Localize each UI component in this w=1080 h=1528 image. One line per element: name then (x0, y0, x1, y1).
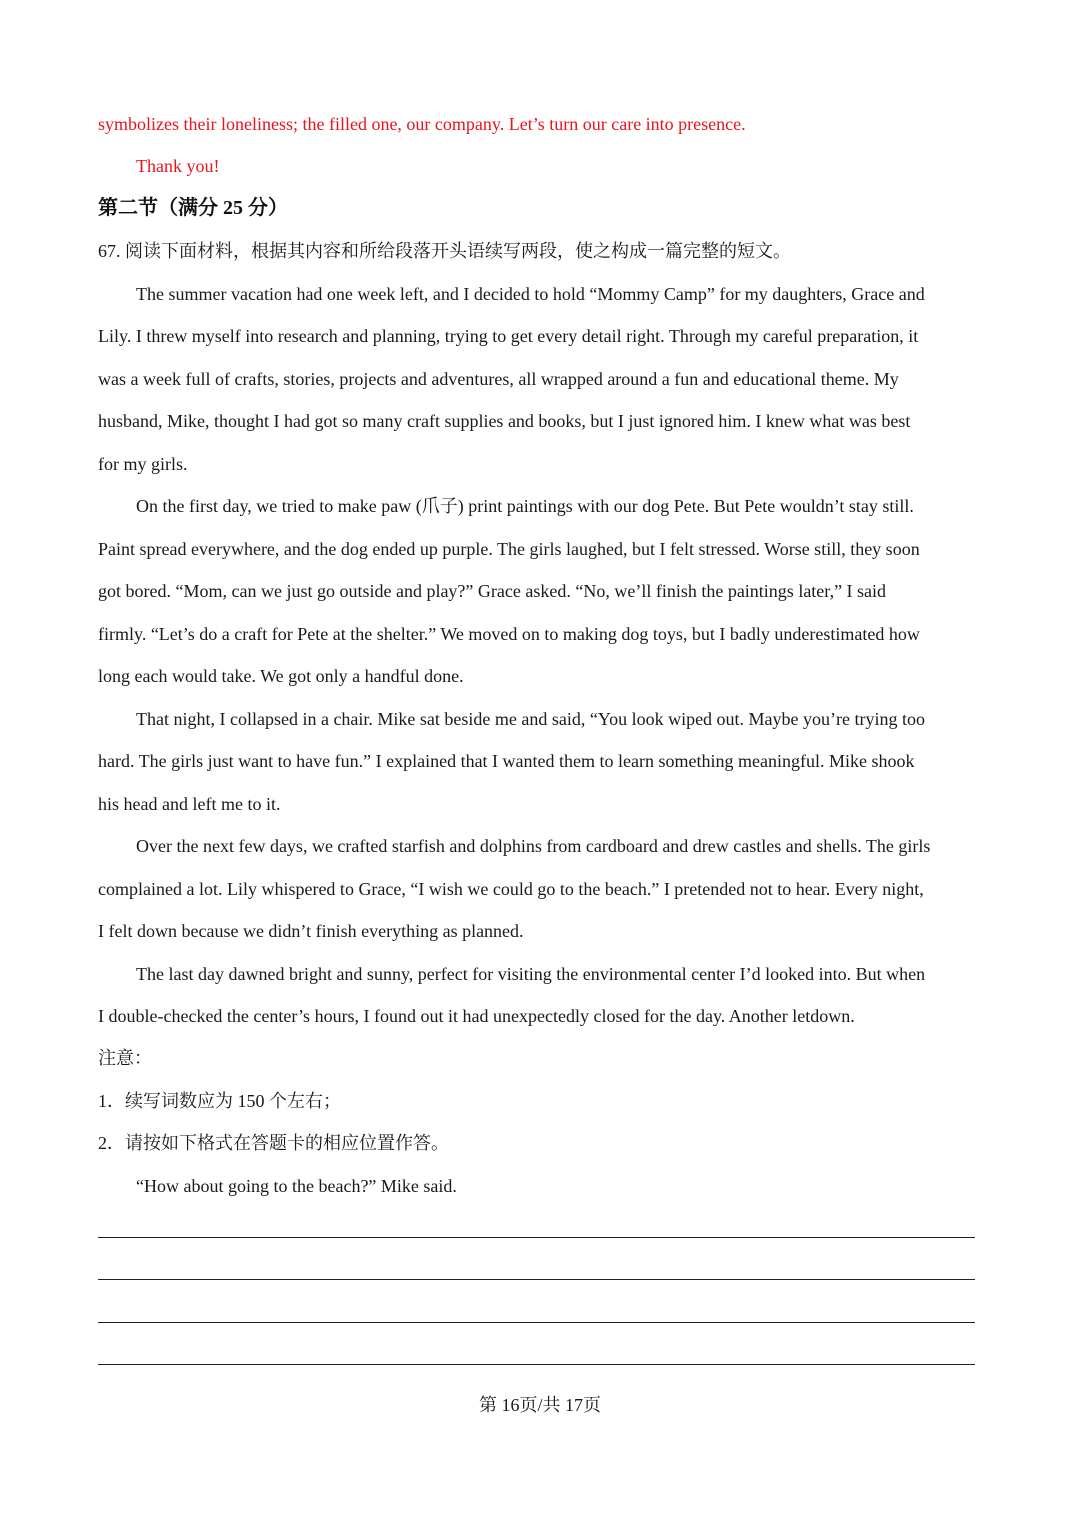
answer-sample-thanks: Thank you! (136, 156, 220, 176)
passage-line: That night, I collapsed in a chair. Mike sat beside me and said, “You look wiped out. Maybe you’re trying too (136, 709, 926, 729)
answer-line[interactable] (98, 1364, 975, 1365)
passage-line: was a week full of crafts, stories, projects and adventures, all wrapped around a fun and educational theme. My (98, 369, 899, 389)
passage-line: Over the next few days, we crafted starfish and dolphins from cardboard and drew castles and shells. The girls (136, 836, 931, 856)
passage-line: husband, Mike, thought I had got so many craft supplies and books, but I just ignored him. I knew what was best (98, 411, 911, 431)
answer-line[interactable] (98, 1322, 975, 1323)
passage-line: I double-checked the center’s hours, I found out it had unexpectedly closed for the day. Another letdown. (98, 1006, 855, 1026)
notes-title: 注意： (98, 1048, 152, 1068)
passage-line: long each would take. We got only a handful done. (98, 666, 464, 686)
continuation-opening: “How about going to the beach?” Mike said. (136, 1176, 457, 1196)
passage-line: The last day dawned bright and sunny, perfect for visiting the environmental center I’d looked into. But when (136, 964, 926, 984)
passage-line: for my girls. (98, 454, 188, 474)
answer-line[interactable] (98, 1237, 975, 1238)
passage-line: I felt down because we didn’t finish everything as planned. (98, 921, 524, 941)
passage-line: firmly. “Let’s do a craft for Pete at the shelter.” We moved on to making dog toys, but I badly underestimated how (98, 624, 920, 644)
question-prompt: 67. 阅读下面材料，根据其内容和所给段落开头语续写两段，使之构成一篇完整的短文。 (98, 241, 791, 261)
passage-line: The summer vacation had one week left, and I decided to hold “Mommy Camp” for my daughters, Grace and (136, 284, 925, 304)
answer-sample-line: symbolizes their loneliness; the filled one, our company. Let’s turn our care into presence. (98, 114, 746, 134)
notes-item-word-count: 1．续写词数应为 150 个左右； (98, 1091, 341, 1111)
passage-line: On the first day, we tried to make paw (爪子) print paintings with our dog Pete. But Pete wouldn’t stay still. (136, 496, 914, 516)
notes-item-format: 2．请按如下格式在答题卡的相应位置作答。 (98, 1133, 449, 1153)
section-heading: 第二节（满分 25 分） (98, 197, 288, 219)
passage-line: complained a lot. Lily whispered to Grace, “I wish we could go to the beach.” I pretended not to hear. Every night, (98, 879, 924, 899)
passage-line: Paint spread everywhere, and the dog ended up purple. The girls laughed, but I felt stressed. Worse still, they soon (98, 539, 920, 559)
answer-line[interactable] (98, 1279, 975, 1280)
passage-line: Lily. I threw myself into research and planning, trying to get every detail right. Through my careful preparation, it (98, 326, 919, 346)
passage-line: hard. The girls just want to have fun.” I explained that I wanted them to learn something meaningful. Mike shook (98, 751, 915, 771)
passage-line: his head and left me to it. (98, 794, 281, 814)
passage-line: got bored. “Mom, can we just go outside and play?” Grace asked. “No, we’ll finish the paintings later,” I said (98, 581, 887, 601)
page-number: 第 16页/共 17页 (478, 1395, 601, 1415)
